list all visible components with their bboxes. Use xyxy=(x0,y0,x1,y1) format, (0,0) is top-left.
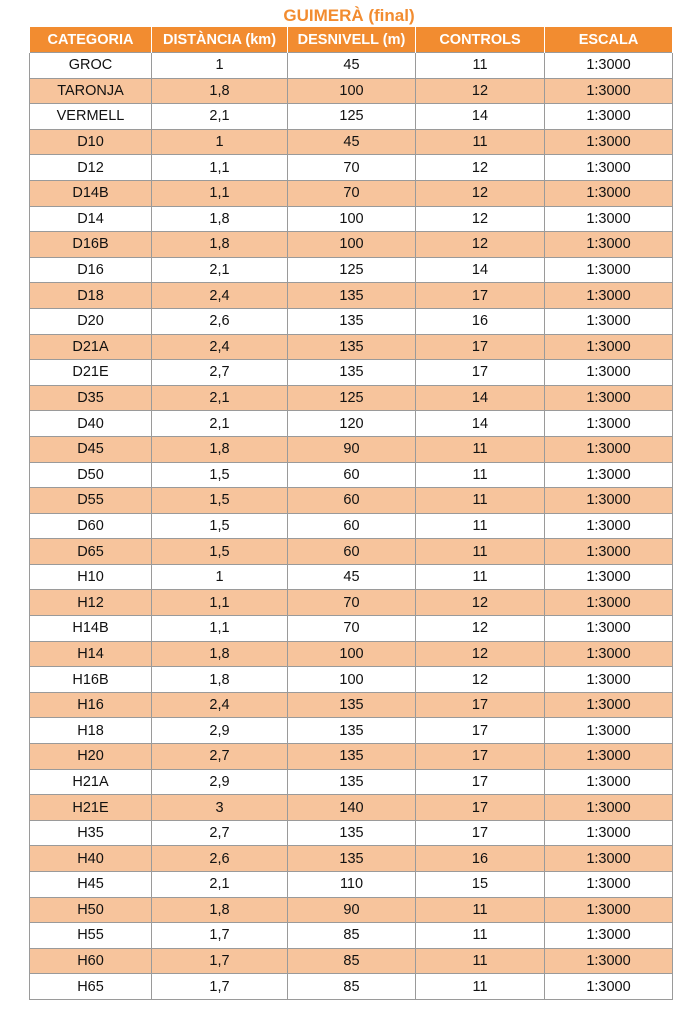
cell-controls: 17 xyxy=(416,718,545,744)
cell-controls: 16 xyxy=(416,846,545,872)
cell-distancia: 1,8 xyxy=(152,436,288,462)
table-row xyxy=(30,488,673,514)
cell-desnivell: 85 xyxy=(288,974,416,1000)
cell-desnivell: 90 xyxy=(288,897,416,923)
cell-escala: 1:3000 xyxy=(545,667,673,693)
cell-escala: 1:3000 xyxy=(545,564,673,590)
table-row xyxy=(30,846,673,872)
cell-escala: 1:3000 xyxy=(545,462,673,488)
cell-desnivell: 135 xyxy=(288,846,416,872)
table-row xyxy=(30,769,673,795)
cell-escala: 1:3000 xyxy=(545,616,673,642)
cell-escala: 1:3000 xyxy=(545,232,673,258)
cell-distancia: 2,7 xyxy=(152,744,288,770)
header-escala: ESCALA xyxy=(545,27,673,53)
cell-escala: 1:3000 xyxy=(545,513,673,539)
cell-escala: 1:3000 xyxy=(545,872,673,898)
cell-controls: 17 xyxy=(416,795,545,821)
cell-categoria: D10 xyxy=(30,129,152,155)
cell-distancia: 1,7 xyxy=(152,948,288,974)
cell-escala: 1:3000 xyxy=(545,385,673,411)
table-row xyxy=(30,436,673,462)
cell-escala: 1:3000 xyxy=(545,129,673,155)
cell-desnivell: 100 xyxy=(288,206,416,232)
cell-categoria: H14B xyxy=(30,616,152,642)
cell-categoria: H16B xyxy=(30,667,152,693)
cell-distancia: 1 xyxy=(152,53,288,79)
cell-escala: 1:3000 xyxy=(545,539,673,565)
table-body xyxy=(30,53,673,1000)
cell-categoria: D45 xyxy=(30,436,152,462)
cell-categoria: H40 xyxy=(30,846,152,872)
cell-controls: 11 xyxy=(416,948,545,974)
cell-desnivell: 45 xyxy=(288,564,416,590)
cell-escala: 1:3000 xyxy=(545,104,673,130)
cell-categoria: D21E xyxy=(30,360,152,386)
table-row xyxy=(30,513,673,539)
table-row xyxy=(30,564,673,590)
cell-controls: 17 xyxy=(416,692,545,718)
cell-desnivell: 135 xyxy=(288,744,416,770)
cell-controls: 15 xyxy=(416,872,545,898)
cell-distancia: 2,1 xyxy=(152,257,288,283)
cell-categoria: D14B xyxy=(30,180,152,206)
cell-desnivell: 135 xyxy=(288,820,416,846)
cell-distancia: 1,8 xyxy=(152,206,288,232)
header-distancia: DISTÀNCIA (km) xyxy=(152,27,288,53)
cell-categoria: H16 xyxy=(30,692,152,718)
cell-categoria: D50 xyxy=(30,462,152,488)
cell-escala: 1:3000 xyxy=(545,769,673,795)
cell-escala: 1:3000 xyxy=(545,744,673,770)
cell-desnivell: 135 xyxy=(288,308,416,334)
cell-categoria: D20 xyxy=(30,308,152,334)
cell-desnivell: 70 xyxy=(288,616,416,642)
table-row xyxy=(30,180,673,206)
cell-controls: 12 xyxy=(416,232,545,258)
cell-desnivell: 45 xyxy=(288,53,416,79)
cell-desnivell: 125 xyxy=(288,385,416,411)
table-header-row xyxy=(30,27,673,53)
table-row xyxy=(30,692,673,718)
cell-controls: 17 xyxy=(416,820,545,846)
cell-desnivell: 60 xyxy=(288,513,416,539)
table-row xyxy=(30,897,673,923)
table-row xyxy=(30,462,673,488)
cell-distancia: 2,4 xyxy=(152,283,288,309)
cell-escala: 1:3000 xyxy=(545,78,673,104)
cell-desnivell: 45 xyxy=(288,129,416,155)
cell-distancia: 1,8 xyxy=(152,232,288,258)
cell-desnivell: 120 xyxy=(288,411,416,437)
cell-desnivell: 70 xyxy=(288,155,416,181)
cell-desnivell: 85 xyxy=(288,948,416,974)
cell-controls: 11 xyxy=(416,513,545,539)
cell-controls: 17 xyxy=(416,744,545,770)
cell-distancia: 2,9 xyxy=(152,769,288,795)
cell-distancia: 1,7 xyxy=(152,923,288,949)
cell-categoria: D35 xyxy=(30,385,152,411)
cell-distancia: 2,7 xyxy=(152,820,288,846)
cell-controls: 17 xyxy=(416,769,545,795)
table-row xyxy=(30,334,673,360)
cell-categoria: H21A xyxy=(30,769,152,795)
cell-escala: 1:3000 xyxy=(545,718,673,744)
cell-escala: 1:3000 xyxy=(545,641,673,667)
cell-controls: 12 xyxy=(416,590,545,616)
cell-controls: 12 xyxy=(416,180,545,206)
cell-escala: 1:3000 xyxy=(545,846,673,872)
cell-controls: 11 xyxy=(416,974,545,1000)
cell-escala: 1:3000 xyxy=(545,53,673,79)
table-row xyxy=(30,948,673,974)
cell-controls: 12 xyxy=(416,78,545,104)
cell-desnivell: 85 xyxy=(288,923,416,949)
cell-escala: 1:3000 xyxy=(545,206,673,232)
cell-distancia: 2,6 xyxy=(152,846,288,872)
cell-desnivell: 100 xyxy=(288,667,416,693)
cell-categoria: VERMELL xyxy=(30,104,152,130)
cell-controls: 11 xyxy=(416,53,545,79)
cell-distancia: 1,7 xyxy=(152,974,288,1000)
cell-desnivell: 60 xyxy=(288,462,416,488)
table-row xyxy=(30,53,673,79)
cell-desnivell: 70 xyxy=(288,590,416,616)
cell-controls: 12 xyxy=(416,155,545,181)
cell-distancia: 2,1 xyxy=(152,104,288,130)
cell-categoria: D55 xyxy=(30,488,152,514)
cell-categoria: GROC xyxy=(30,53,152,79)
table-row xyxy=(30,641,673,667)
table-row xyxy=(30,974,673,1000)
cell-categoria: H20 xyxy=(30,744,152,770)
cell-controls: 12 xyxy=(416,616,545,642)
table-row xyxy=(30,795,673,821)
cell-distancia: 2,4 xyxy=(152,334,288,360)
cell-distancia: 1,1 xyxy=(152,590,288,616)
cell-escala: 1:3000 xyxy=(545,257,673,283)
cell-controls: 11 xyxy=(416,129,545,155)
header-categoria: CATEGORIA xyxy=(30,27,152,53)
table-row xyxy=(30,590,673,616)
cell-distancia: 3 xyxy=(152,795,288,821)
cell-categoria: D12 xyxy=(30,155,152,181)
cell-distancia: 2,7 xyxy=(152,360,288,386)
cell-desnivell: 140 xyxy=(288,795,416,821)
cell-desnivell: 100 xyxy=(288,232,416,258)
cell-categoria: D21A xyxy=(30,334,152,360)
table-row xyxy=(30,820,673,846)
cell-categoria: D40 xyxy=(30,411,152,437)
table-row xyxy=(30,667,673,693)
cell-controls: 11 xyxy=(416,488,545,514)
cell-categoria: H12 xyxy=(30,590,152,616)
table-row xyxy=(30,744,673,770)
table-row xyxy=(30,718,673,744)
cell-desnivell: 125 xyxy=(288,104,416,130)
cell-distancia: 1,1 xyxy=(152,180,288,206)
cell-controls: 17 xyxy=(416,334,545,360)
cell-categoria: H14 xyxy=(30,641,152,667)
cell-escala: 1:3000 xyxy=(545,411,673,437)
cell-categoria: H18 xyxy=(30,718,152,744)
cell-categoria: H35 xyxy=(30,820,152,846)
cell-controls: 11 xyxy=(416,923,545,949)
cell-escala: 1:3000 xyxy=(545,488,673,514)
cell-controls: 17 xyxy=(416,360,545,386)
cell-escala: 1:3000 xyxy=(545,360,673,386)
cell-controls: 14 xyxy=(416,104,545,130)
table-row xyxy=(30,539,673,565)
cell-escala: 1:3000 xyxy=(545,923,673,949)
cell-categoria: D16 xyxy=(30,257,152,283)
cell-desnivell: 100 xyxy=(288,78,416,104)
cell-controls: 11 xyxy=(416,897,545,923)
cell-distancia: 1,5 xyxy=(152,513,288,539)
table-row xyxy=(30,411,673,437)
cell-desnivell: 135 xyxy=(288,718,416,744)
cell-escala: 1:3000 xyxy=(545,283,673,309)
table-row xyxy=(30,283,673,309)
cell-distancia: 2,1 xyxy=(152,872,288,898)
table-row xyxy=(30,257,673,283)
cell-desnivell: 90 xyxy=(288,436,416,462)
cell-categoria: H60 xyxy=(30,948,152,974)
cell-controls: 16 xyxy=(416,308,545,334)
cell-desnivell: 135 xyxy=(288,360,416,386)
cell-distancia: 2,6 xyxy=(152,308,288,334)
cell-escala: 1:3000 xyxy=(545,436,673,462)
cell-escala: 1:3000 xyxy=(545,308,673,334)
cell-controls: 11 xyxy=(416,564,545,590)
table-row xyxy=(30,206,673,232)
cell-distancia: 1,8 xyxy=(152,78,288,104)
cell-distancia: 1,1 xyxy=(152,616,288,642)
cell-categoria: TARONJA xyxy=(30,78,152,104)
cell-distancia: 1 xyxy=(152,564,288,590)
course-table xyxy=(29,27,673,1000)
table-row xyxy=(30,155,673,181)
cell-categoria: H50 xyxy=(30,897,152,923)
cell-distancia: 2,9 xyxy=(152,718,288,744)
cell-controls: 11 xyxy=(416,436,545,462)
header-controls: CONTROLS xyxy=(416,27,545,53)
cell-controls: 12 xyxy=(416,206,545,232)
cell-escala: 1:3000 xyxy=(545,692,673,718)
cell-desnivell: 100 xyxy=(288,641,416,667)
table-row xyxy=(30,308,673,334)
cell-escala: 1:3000 xyxy=(545,795,673,821)
cell-distancia: 1,8 xyxy=(152,667,288,693)
cell-controls: 12 xyxy=(416,641,545,667)
cell-controls: 14 xyxy=(416,385,545,411)
cell-escala: 1:3000 xyxy=(545,974,673,1000)
table-row xyxy=(30,385,673,411)
cell-categoria: D16B xyxy=(30,232,152,258)
cell-escala: 1:3000 xyxy=(545,180,673,206)
cell-desnivell: 70 xyxy=(288,180,416,206)
cell-controls: 11 xyxy=(416,462,545,488)
table-row xyxy=(30,232,673,258)
cell-distancia: 2,4 xyxy=(152,692,288,718)
cell-categoria: D14 xyxy=(30,206,152,232)
cell-desnivell: 135 xyxy=(288,769,416,795)
cell-categoria: H10 xyxy=(30,564,152,590)
cell-escala: 1:3000 xyxy=(545,948,673,974)
cell-distancia: 1,5 xyxy=(152,462,288,488)
cell-escala: 1:3000 xyxy=(545,820,673,846)
page-title: GUIMERÀ (final) xyxy=(283,6,415,25)
cell-desnivell: 110 xyxy=(288,872,416,898)
table-row xyxy=(30,129,673,155)
cell-categoria: D65 xyxy=(30,539,152,565)
cell-controls: 12 xyxy=(416,667,545,693)
cell-distancia: 2,1 xyxy=(152,385,288,411)
cell-categoria: D18 xyxy=(30,283,152,309)
table-row xyxy=(30,78,673,104)
cell-escala: 1:3000 xyxy=(545,334,673,360)
cell-controls: 14 xyxy=(416,257,545,283)
table-row xyxy=(30,616,673,642)
table-row xyxy=(30,923,673,949)
cell-controls: 14 xyxy=(416,411,545,437)
cell-distancia: 2,1 xyxy=(152,411,288,437)
table-row xyxy=(30,360,673,386)
cell-categoria: H55 xyxy=(30,923,152,949)
cell-distancia: 1,8 xyxy=(152,897,288,923)
cell-desnivell: 135 xyxy=(288,334,416,360)
cell-escala: 1:3000 xyxy=(545,155,673,181)
cell-distancia: 1,5 xyxy=(152,488,288,514)
cell-desnivell: 60 xyxy=(288,488,416,514)
cell-desnivell: 60 xyxy=(288,539,416,565)
cell-distancia: 1,8 xyxy=(152,641,288,667)
table-row xyxy=(30,872,673,898)
cell-categoria: H45 xyxy=(30,872,152,898)
cell-escala: 1:3000 xyxy=(545,897,673,923)
cell-desnivell: 125 xyxy=(288,257,416,283)
cell-distancia: 1,5 xyxy=(152,539,288,565)
table-row xyxy=(30,104,673,130)
cell-categoria: H21E xyxy=(30,795,152,821)
cell-desnivell: 135 xyxy=(288,692,416,718)
cell-controls: 17 xyxy=(416,283,545,309)
cell-controls: 11 xyxy=(416,539,545,565)
header-desnivell: DESNIVELL (m) xyxy=(288,27,416,53)
cell-categoria: H65 xyxy=(30,974,152,1000)
cell-desnivell: 135 xyxy=(288,283,416,309)
cell-escala: 1:3000 xyxy=(545,590,673,616)
cell-distancia: 1,1 xyxy=(152,155,288,181)
cell-distancia: 1 xyxy=(152,129,288,155)
cell-categoria: D60 xyxy=(30,513,152,539)
